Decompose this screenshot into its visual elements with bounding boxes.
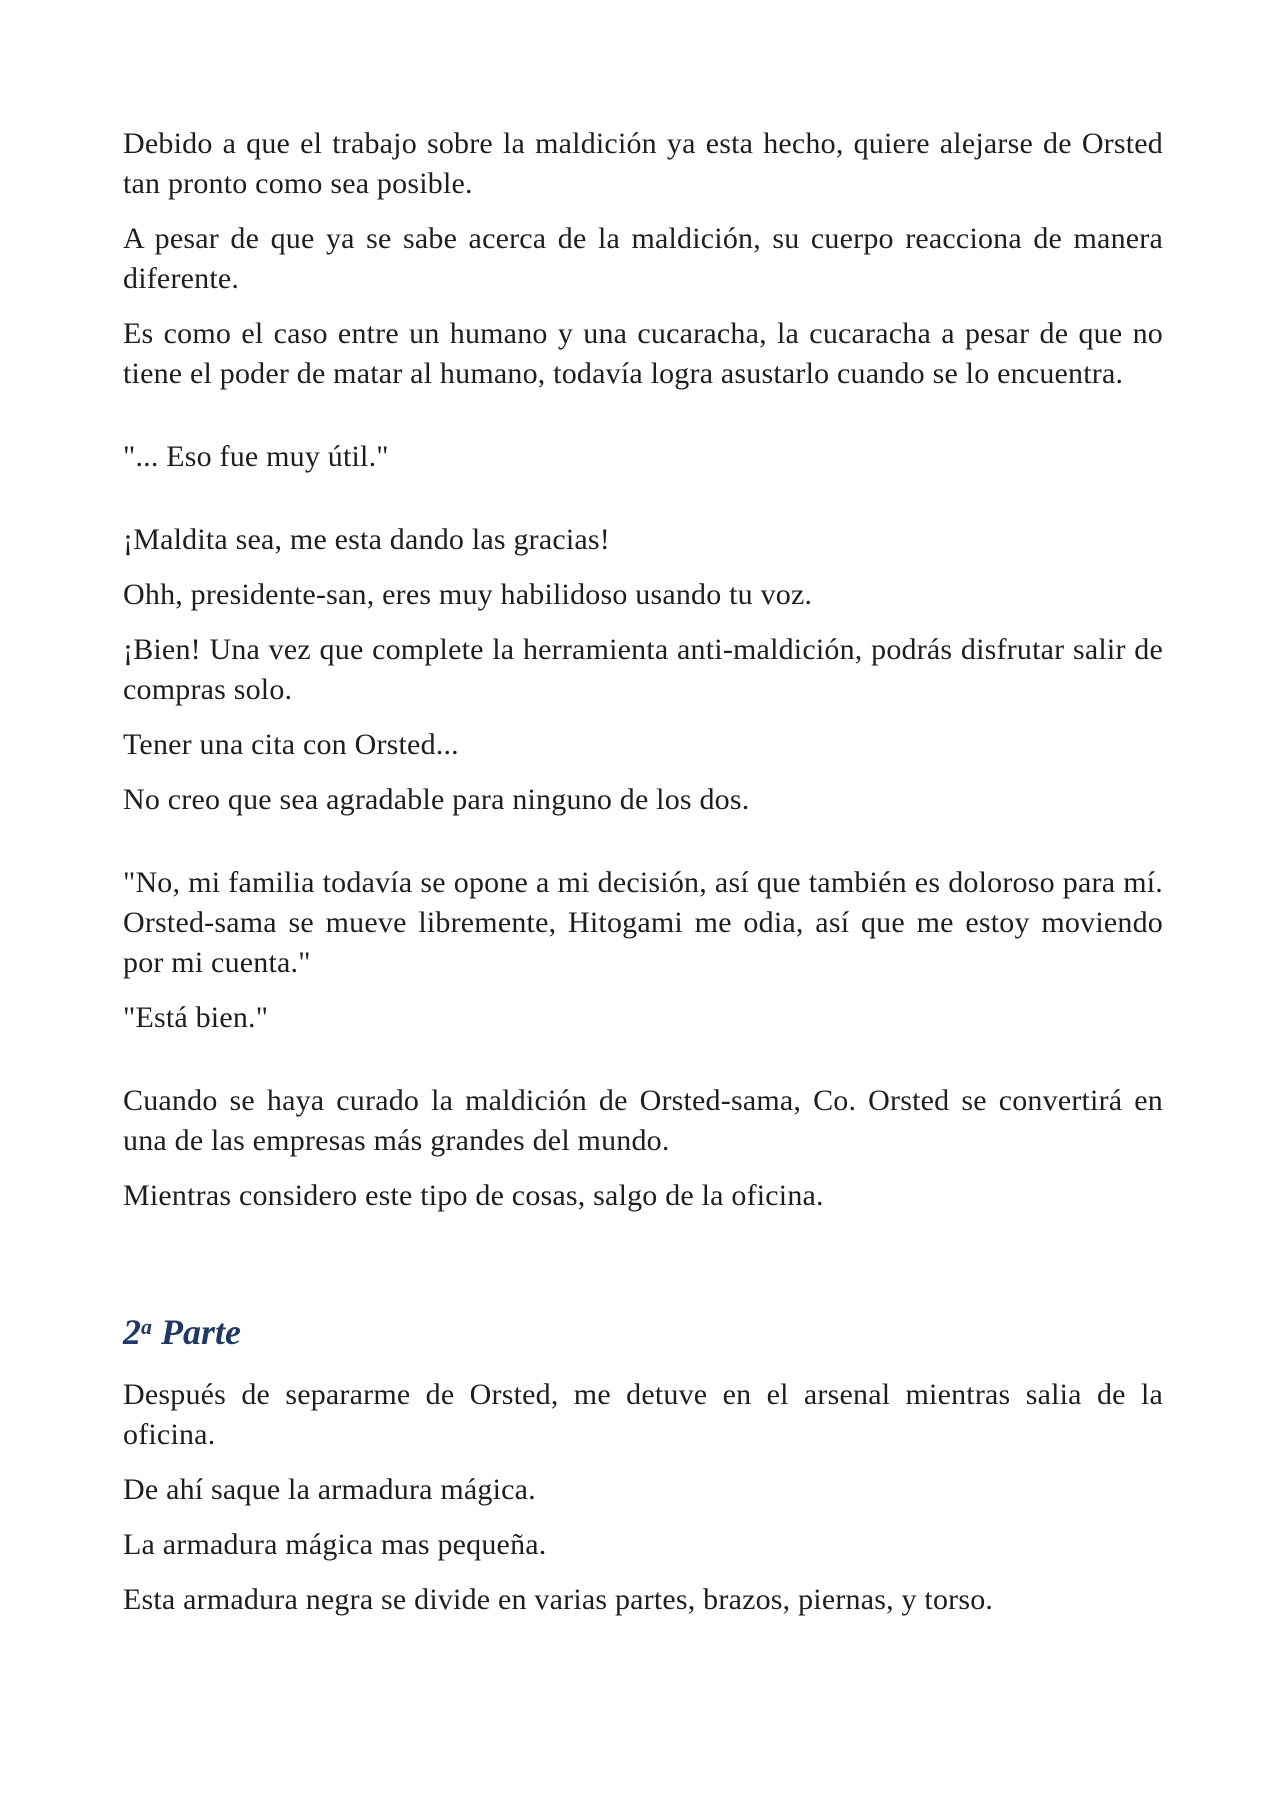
paragraph: Debido a que el trabajo sobre la maldición ya esta hecho, quiere alejarse de Orsted tan pronto como sea posible. bbox=[123, 127, 1163, 200]
paragraph: No creo que sea agradable para ninguno de los dos. bbox=[123, 783, 750, 816]
paragraph: Mientras considero este tipo de cosas, salgo de la oficina. bbox=[123, 1179, 824, 1212]
paragraph: Ohh, presidente-san, eres muy habilidoso usando tu voz. bbox=[123, 578, 813, 611]
paragraph: Esta armadura negra se divide en varias partes, brazos, piernas, y torso. bbox=[123, 1583, 994, 1616]
paragraph: ¡Maldita sea, me esta dando las gracias! bbox=[123, 523, 610, 556]
document-body bbox=[123, 124, 1163, 1635]
paragraph: Cuando se haya curado la maldición de Orsted-sama, Co. Orsted se convertirá en una de las empresas más grandes del mundo. bbox=[123, 1084, 1163, 1157]
paragraph: Es como el caso entre un humano y una cucaracha, la cucaracha a pesar de que no tiene el poder de matar al humano, todavía logra asustarlo cuando se lo encuentra. bbox=[123, 317, 1163, 390]
section-heading-number: 2 bbox=[123, 1312, 141, 1352]
paragraph: Tener una cita con Orsted... bbox=[123, 728, 459, 761]
dialogue-paragraph: "Está bien." bbox=[123, 1001, 269, 1034]
section-heading bbox=[123, 1309, 1163, 1355]
paragraph: A pesar de que ya se sabe acerca de la maldición, su cuerpo reacciona de manera diferente. bbox=[123, 222, 1163, 295]
paragraph: Después de separarme de Orsted, me detuve en el arsenal mientras salia de la oficina. bbox=[123, 1378, 1163, 1451]
dialogue-paragraph: "No, mi familia todavía se opone a mi decisión, así que también es doloroso para mí. Orsted-sama se mueve libremente, Hitogami me odia, así que me estoy moviendo por mi cuenta." bbox=[123, 866, 1163, 979]
section-heading-superscript: a bbox=[141, 1314, 152, 1339]
paragraph: La armadura mágica mas pequeña. bbox=[123, 1528, 547, 1561]
section-heading-title: Parte bbox=[161, 1312, 241, 1352]
paragraph: ¡Bien! Una vez que complete la herramienta anti-maldición, podrás disfrutar salir de compras solo. bbox=[123, 633, 1163, 706]
paragraph: De ahí saque la armadura mágica. bbox=[123, 1473, 536, 1506]
dialogue-paragraph: "... Eso fue muy útil." bbox=[123, 440, 389, 473]
